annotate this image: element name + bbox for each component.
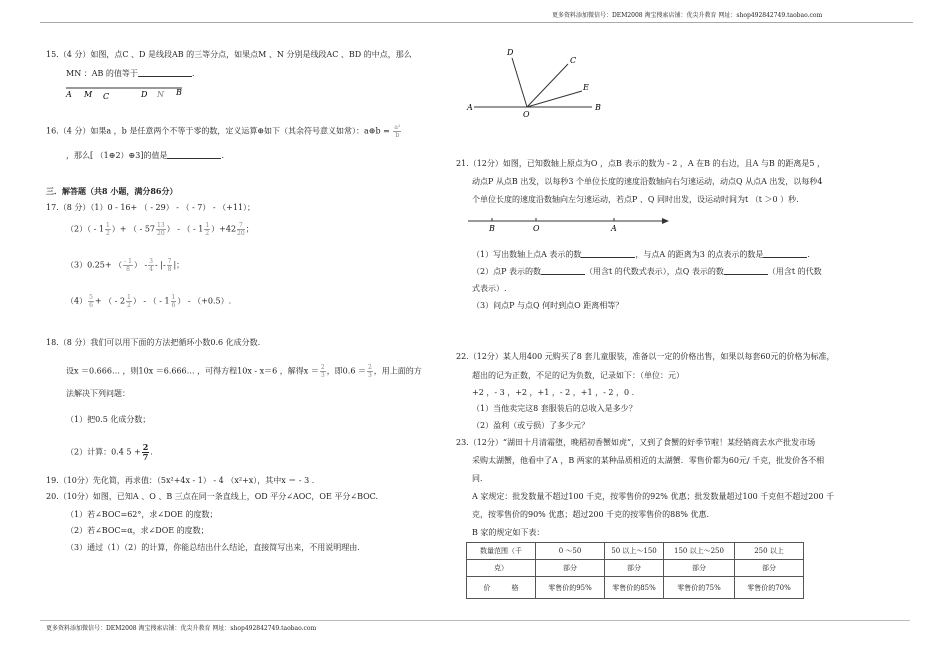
number-line-figure — [466, 212, 672, 234]
section-heading: 三．解答题（共8 小题，满分86分） — [46, 186, 178, 196]
question-17-title: 17.（8 分）（1）0 - 16+ （ - 29） - （ - 7） - （+11）； — [46, 203, 256, 212]
question-23-line1: 23.（12分）“湖田十月清霜堕，晚稻初香蟹如虎”，又到了食蟹的好季节啦！某经销商去水产批发市场 — [456, 438, 816, 447]
question-23-line4: A 家规定：批发数量不超过100 千克，按零售价的92% 优惠；批发数量超过100 千克但不超过200 千 — [472, 492, 835, 501]
fraction: $\frac{7}{20}$ — [237, 222, 245, 237]
point-label-c: C — [103, 92, 110, 101]
question-21-line2: 动点P 从点B 出发，以每秒3 个单位长度的速度沿数轴向右匀速运动，动点Q 从点A 出发，以每秒4 — [472, 177, 823, 186]
table-cell: 0 ～50 — [536, 543, 605, 560]
question-21-line1: 21.（12分）如图，已知数轴上原点为O ，点B 表示的数为 - 2 ，A 在B 的右边，且A 与B 的距离是5 ， — [456, 159, 825, 168]
point-label-n: N — [157, 90, 164, 99]
question-20-sub2: （2）若∠BOC=α，求∠DOE 的度数； — [66, 526, 209, 535]
point-label-a: A — [66, 90, 72, 99]
fraction: $\frac{1}{2}$ — [205, 222, 210, 237]
question-22-records: +2 ，- 3 ，+2 ，+1 ，- 2 ，+1 ，- 2 ，0 . — [472, 388, 635, 397]
angle-label-c: C — [570, 56, 577, 65]
fraction: $\frac{2}{3}$ — [367, 364, 372, 379]
number-line-arrow — [662, 218, 669, 224]
angle-label-a: A — [467, 103, 473, 112]
axis-label-a: A — [611, 224, 617, 233]
fraction: $\frac{1}{2}$ — [105, 222, 110, 237]
table-cell: 零售价的75% — [664, 577, 735, 599]
question-18-line3: 法解决下列问题： — [66, 389, 130, 398]
point-label-d: D — [141, 90, 148, 99]
angle-figure — [464, 44, 614, 120]
table-cell: 250 以上 — [735, 543, 804, 560]
question-23-line6: B 家的规定如下表： — [472, 528, 545, 537]
question-21-blank-4[interactable] — [724, 266, 768, 275]
question-23-line3: 同. — [472, 474, 483, 483]
question-21-sub3: （3）问点P 与点Q 何时到点O 距离相等？ — [472, 301, 624, 310]
b-price-table — [466, 542, 804, 599]
axis-label-o: O — [533, 224, 540, 233]
angle-label-e: E — [583, 83, 589, 92]
point-label-m: M — [84, 90, 93, 99]
fraction: $\frac{1}{2}$ — [127, 294, 131, 309]
question-15-prompt: MN ：AB 的值等于 — [66, 69, 138, 78]
question-21-sub1: （1）写出数轴上点A 表示的数 ，与点A 的距离为3 的点表示的数是 . — [472, 250, 810, 259]
question-22-sub2: （2）盈利（或亏损）了多少元？ — [472, 421, 590, 430]
question-20-sub3: （3）通过（1）（2）的计算，你能总结出什么结论，直接简写出来，不用说明理由. — [66, 543, 360, 552]
question-19: 19.（10分）先化简，再求值：（5x²+4x - 1） - 4 （x²+x），其中x ＝ - 3 . — [46, 476, 315, 485]
operation-definition-fraction: $\frac{\text{a²}}{b}$ — [394, 124, 401, 139]
question-16-line1: 16.（4 分）如果a ，b 是任意两个不等于零的数，定义运算⊕如下（其余符号意义如常）：a⊕b = $\frac{\text{a²}}{b}$ — [46, 124, 401, 139]
question-15-line1: 15.（4 分）如图，点C 、D 是线段AB 的三等分点，如果点M 、N 分别是线段AC 、BD 的中点，那么 — [46, 50, 412, 59]
question-16-line2: ，那么[ （1⊕2）⊕3]的值是 . — [66, 151, 225, 160]
question-21-blank-1[interactable] — [581, 249, 635, 258]
fraction: $\frac{13}{20}$ — [157, 222, 165, 237]
question-20-sub1: （1）若∠BOC=62°，求∠DOE 的度数； — [66, 510, 218, 519]
question-21-blank-2[interactable] — [763, 249, 807, 258]
question-21-line3: 个单位长度的速度沿数轴向左匀速运动，若点P 、Q 同时出发，设运动时间为t （t ＞0 ）秒. — [472, 195, 799, 204]
fraction: $\frac{3}{4}$ — [149, 258, 153, 273]
header-divider — [40, 22, 913, 23]
question-21-sub2-cont: 式表示）. — [472, 284, 507, 293]
table-cell: 50 以上～150 — [605, 543, 664, 560]
fraction: $\frac{- 1}{8}$ — [124, 258, 132, 273]
point-label-b: B — [176, 88, 182, 97]
question-17-part4: （4） $\frac{5}{6}$ + （ - 2 $\frac{1}{2}$ ） - （ - 1 $\frac{1}{6}$ ） - （+0.5）. — [66, 294, 232, 309]
table-cell: 零售价的85% — [605, 577, 664, 599]
table-cell: 零售价的95% — [536, 577, 605, 599]
question-18-line2: 设x ＝0.666… ，则10x ＝6.666… ，可得方程10x - x＝6 ，解得x ＝ $\frac{2}{3}$ ，即0.6 ＝ $\frac{2}{3}$ ，用上面的方 — [66, 364, 422, 379]
question-15-answer-blank[interactable] — [138, 68, 192, 77]
question-23-line2: 采购太湖蟹，他看中了A ，B 两家的某种品质相近的太湖蟹．零售价都为60元/ 千克，批发价各不相 — [472, 456, 825, 465]
question-16-answer-blank[interactable] — [167, 150, 221, 159]
question-20-title: 20.（10分）如图，已知A 、O 、B 三点在同一条直线上，OD 平分∠AOC，OE 平分∠BOC. — [46, 492, 379, 501]
fraction: $\frac{1}{6}$ — [171, 294, 176, 309]
angle-label-d: D — [507, 48, 514, 57]
question-21-sub2: （2）点P 表示的数 （用含t 的代数式表示），点Q 表示的数 （用含t 的代数 — [472, 267, 822, 276]
question-18-title: 18.（8 分）我们可以用下面的方法把循环小数0.6 化成分数. — [46, 338, 261, 347]
question-21-blank-3[interactable] — [541, 266, 585, 275]
question-22-line2: 超出的记为正数，不足的记为负数，记录如下：（单位：元） — [472, 371, 684, 380]
question-18-sub1: （1）把0.5 化成分数； — [66, 415, 151, 424]
table-cell: 部分 — [735, 560, 804, 577]
question-18-sub2: （2）计算：0.4 5 + $\frac{2}{7}$ . — [66, 442, 153, 462]
footer-divider — [40, 620, 910, 621]
question-23-line5: 克，按零售价的90% 优惠；超过200 千克的按零售价的88% 优惠. — [472, 510, 710, 519]
table-cell: 零售价的70% — [735, 577, 804, 599]
question-17-part3: （3）0.25+ （ $\frac{- 1}{8}$ ） - $\frac{3}{4}$ - |- $\frac{7}{8}$ |； — [66, 258, 185, 273]
table-cell: 部分 — [605, 560, 664, 577]
angle-label-o: O — [523, 110, 530, 119]
table-cell: 价 格 — [467, 577, 536, 599]
fraction: $\frac{2}{3}$ — [320, 364, 325, 379]
table-cell: 150 以上～250 — [664, 543, 735, 560]
ray-od — [512, 58, 527, 107]
page-footer: 更多资料添加微信号：DEM2008 淘宝搜索店铺：优尖升教育 网址：shop492842749.taobao.com — [46, 625, 317, 632]
table-cell: 克） — [467, 560, 536, 577]
question-22-sub1: （1）当他卖完这8 套服装后的总收入是多少？ — [472, 404, 637, 413]
page-header: 更多资料添加微信号：DEM2008 淘宝搜索店铺：优尖升教育 网址：shop492842749.taobao.com — [552, 12, 823, 19]
question-17-part2: （2）（ - 1 $\frac{1}{2}$ ）+ （ - 57 $\frac{13}{20}$ ） - （ - 1 $\frac{1}{2}$ ）+42 $\frac{7}{20}$ ； — [66, 222, 254, 237]
table-cell: 数量范围（千 — [467, 543, 536, 560]
fraction: $\frac{5}{6}$ — [89, 294, 93, 309]
angle-label-b: B — [595, 103, 601, 112]
fraction: $\frac{7}{8}$ — [167, 258, 172, 273]
table-cell: 部分 — [536, 560, 605, 577]
question-22-line1: 22.（12分）某人用400 元购买了8 套儿童服装，准备以一定的价格出售，如果以每套60元的价格为标准， — [456, 352, 835, 361]
table-cell: 部分 — [664, 560, 735, 577]
segment-figure — [60, 84, 190, 104]
axis-label-b: B — [489, 224, 495, 233]
fraction: $\frac{2}{7}$ — [142, 442, 149, 462]
question-15-line2: MN ：AB 的值等于 . — [66, 69, 195, 78]
